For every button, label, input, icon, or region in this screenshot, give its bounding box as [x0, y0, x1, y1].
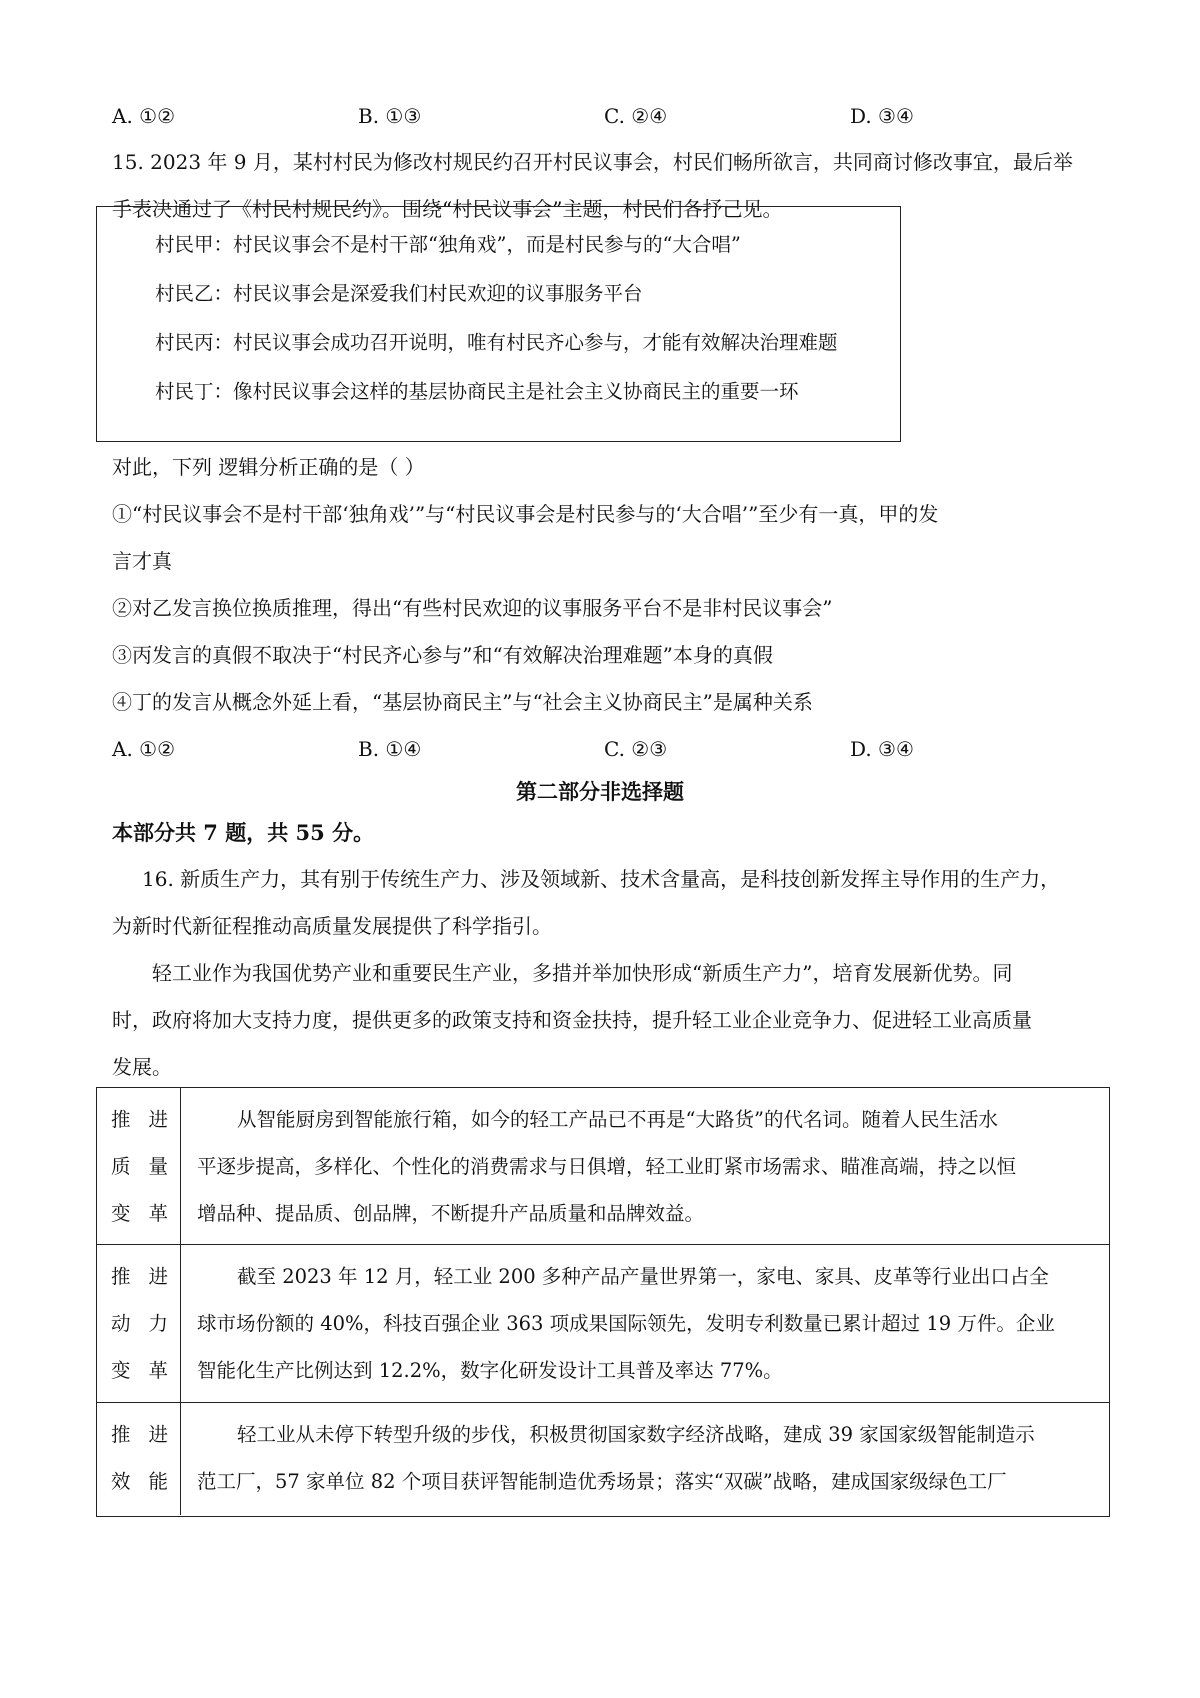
q15-option-c[interactable]: C. ②③: [604, 737, 668, 761]
q15-option-d[interactable]: D. ③④: [850, 737, 914, 761]
table-row-momentum: 推进 动力 变革 截至 2023 年 12 月，轻工业 200 多种产品产量世界第一，家电、家具、皮革等行业出口占全 球市场份额的 40%，科技百强企业 363 项成果国际领先，发明专利数量已累计超过 19 万件。企业 智能化生产比例达到 12.2%，数字化研发设计工具普及率达 77%。: [97, 1244, 1109, 1402]
q16-para2-line-3: 发展。: [112, 1055, 172, 1079]
part2-title: 第二部分非选择题: [516, 779, 684, 804]
q15-statement-1-cont: 言才真: [112, 549, 172, 573]
q15-statement-4: ④丁的发言从概念外延上看，“基层协商民主”与“社会主义协商民主”是属种关系: [112, 690, 813, 714]
q16-para2-line-2: 时，政府将加大支持力度，提供更多的政策支持和资金扶持，提升轻工业企业竞争力、促进轻工业高质量: [112, 1008, 1032, 1032]
row-label: 推进 动力 变革: [97, 1245, 181, 1402]
part2-subtitle: 本部分共 7 题，共 55 分。: [112, 820, 375, 845]
speech-villager-jia: 村民甲：村民议事会不是村干部“独角戏”，而是村民参与的“大合唱”: [155, 233, 741, 256]
q15-options: [112, 734, 1012, 764]
q15-villager-speeches-box: [96, 206, 901, 442]
table-row-efficiency: 推进 效能 轻工业从未停下转型升级的步伐，积极贯彻国家数字经济战略，建成 39 家国家级智能制造示 范工厂，57 家单位 82 个项目获评智能制造优秀场景；落实“双碳”战略，建成国家级绿色工厂: [97, 1402, 1109, 1515]
q14-option-a[interactable]: A. ①②: [112, 104, 176, 128]
speech-villager-bing: 村民丙：村民议事会成功召开说明，唯有村民齐心参与，才能有效解决治理难题: [155, 331, 838, 354]
table-row-quality: 推进 质量 变革 从智能厨房到智能旅行箱，如今的轻工产品已不再是“大路货”的代名词。随着人民生活水 平逐步提高，多样化、个性化的消费需求与日俱增，轻工业盯紧市场需求、瞄准高端，持之以恒 增品种、提品质、创品牌，不断提升产品质量和品牌效益。: [97, 1088, 1109, 1244]
row-label: 推进 效能: [97, 1403, 181, 1515]
speech-villager-ding: 村民丁：像村民议事会这样的基层协商民主是社会主义协商民主的重要一环: [155, 380, 799, 403]
q14-option-c[interactable]: C. ②④: [604, 104, 668, 128]
q14-options: [112, 101, 1012, 131]
speech-villager-yi: 村民乙：村民议事会是深爱我们村民欢迎的议事服务平台: [155, 282, 643, 305]
q16-para2-line-1: 轻工业作为我国优势产业和重要民生产业，多措并举加快形成“新质生产力”，培育发展新优势。同: [152, 961, 1013, 985]
q15-option-a[interactable]: A. ①②: [112, 737, 176, 761]
q15-statement-2: ②对乙发言换位换质推理，得出“有些村民欢迎的议事服务平台不是非村民议事会”: [112, 596, 833, 620]
q14-option-b[interactable]: B. ①③: [358, 104, 422, 128]
q15-stem-line-1: 15. 2023 年 9 月，某村村民为修改村规民约召开村民议事会，村民们畅所欲言，共同商讨修改事宜，最后举: [112, 150, 1073, 174]
row-label: 推进 质量 变革: [97, 1088, 181, 1244]
q15-prompt: 对此，下列 逻辑分析正确的是（ ）: [112, 455, 425, 479]
q16-material-table: [96, 1087, 1110, 1517]
q15-stem-line-2: 手表决通过了《村民村规民约》。围绕“村民议事会”主题，村民们各抒己见。: [112, 197, 783, 221]
q15-option-b[interactable]: B. ①④: [358, 737, 422, 761]
q15-statement-1: ①“村民议事会不是村干部‘独角戏’”与“村民议事会是村民参与的‘大合唱’”至少有一真，甲的发: [112, 502, 939, 526]
q16-para1-line-1: 16. 新质生产力，其有别于传统生产力、涉及领域新、技术含量高，是科技创新发挥主导作用的生产力，: [142, 867, 1061, 891]
q15-statement-3: ③丙发言的真假不取决于“村民齐心参与”和“有效解决治理难题”本身的真假: [112, 643, 773, 667]
q16-para1-line-2: 为新时代新征程推动高质量发展提供了科学指引。: [112, 914, 552, 938]
q14-option-d[interactable]: D. ③④: [850, 104, 914, 128]
